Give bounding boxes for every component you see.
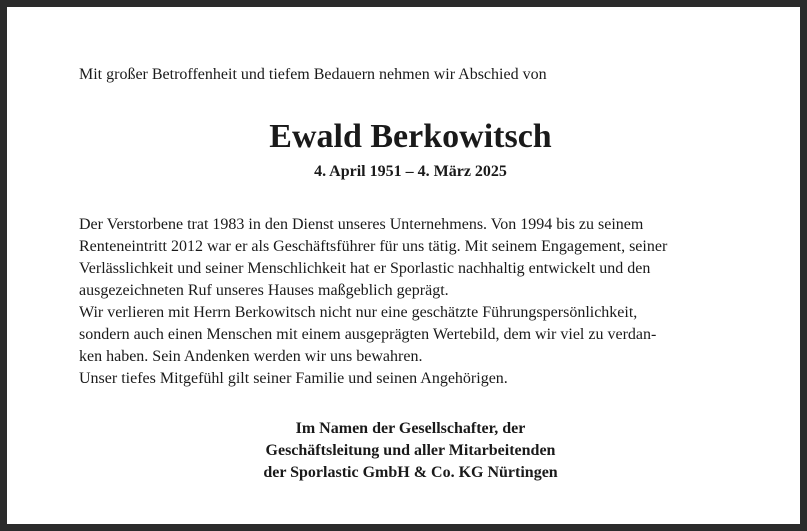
body-line: ausgezeichneten Ruf unseres Hauses maßgeblich geprägt. xyxy=(79,282,449,299)
body-line: sondern auch einen Menschen mit einem ausgeprägten Wertebild, dem wir viel zu verdan- xyxy=(79,326,657,343)
body-line: Unser tiefes Mitgefühl gilt seiner Familie und seinen Angehörigen. xyxy=(79,370,508,387)
body-line: Renteneintritt 2012 war er als Geschäftsführer für uns tätig. Mit seinem Engagement, seiner xyxy=(79,238,668,255)
signature-block xyxy=(7,418,807,484)
notice-body xyxy=(79,214,749,390)
body-line: ken haben. Sein Andenken werden wir uns bewahren. xyxy=(79,348,423,365)
life-dates: 4. April 1951 – 4. März 2025 xyxy=(314,163,507,180)
intro-text: Mit großer Betroffenheit und tiefem Bedauern nehmen wir Abschied von xyxy=(79,66,547,83)
deceased-name: Ewald Berkowitsch xyxy=(269,118,552,155)
body-line: Der Verstorbene trat 1983 in den Dienst unseres Unternehmens. Von 1994 bis zu seinem xyxy=(79,216,644,233)
body-line: Wir verlieren mit Herrn Berkowitsch nicht nur eine geschätzte Führungspersönlichkeit, xyxy=(79,304,638,321)
signature-line: Im Namen der Gesellschafter, der xyxy=(295,420,526,437)
signature-line: Geschäftsleitung und aller Mitarbeitenden xyxy=(265,442,556,459)
body-line: Verlässlichkeit und seiner Menschlichkeit hat er Sporlastic nachhaltig entwickelt und den xyxy=(79,260,651,277)
signature-line: der Sporlastic GmbH & Co. KG Nürtingen xyxy=(263,464,558,481)
